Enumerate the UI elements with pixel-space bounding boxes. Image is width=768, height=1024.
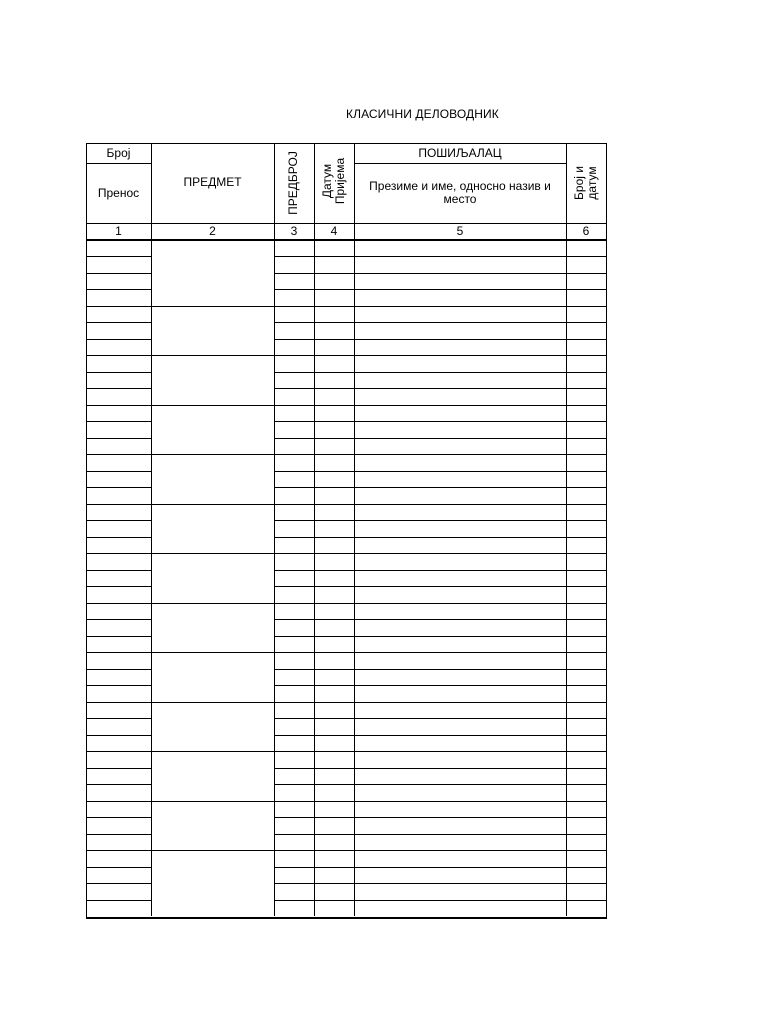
row-line	[314, 586, 354, 587]
row-line	[86, 372, 151, 373]
header-posiljalac-sub: Презиме и име, односно назив и место	[369, 179, 551, 206]
row-line	[274, 504, 314, 505]
row-line	[86, 306, 151, 307]
row-line	[566, 405, 607, 406]
row-line	[566, 438, 607, 439]
header-posiljalac: ПОШИЉАЛАЦ	[418, 146, 502, 160]
row-line	[354, 487, 566, 488]
row-line	[566, 454, 607, 455]
row-line	[274, 405, 314, 406]
column-number-6: 6	[582, 224, 590, 238]
row-line	[354, 652, 566, 653]
row-line	[274, 867, 314, 868]
row-line	[274, 438, 314, 439]
row-line	[566, 570, 607, 571]
row-line	[566, 520, 607, 521]
row-line	[566, 751, 607, 752]
row-line	[86, 735, 151, 736]
predmet-group-line	[151, 652, 274, 653]
header-predmet: ПРЕДМЕТ	[183, 175, 242, 189]
row-line	[566, 273, 607, 274]
row-line	[566, 801, 607, 802]
row-line	[86, 867, 151, 868]
row-line	[86, 289, 151, 290]
row-line	[314, 289, 354, 290]
row-line	[354, 388, 566, 389]
broj-divider	[86, 163, 151, 164]
row-line	[274, 306, 314, 307]
row-line	[354, 405, 566, 406]
row-line	[314, 454, 354, 455]
row-line	[566, 586, 607, 587]
row-line	[566, 685, 607, 686]
row-line	[314, 471, 354, 472]
column-number-4: 4	[330, 224, 338, 238]
row-line	[566, 306, 607, 307]
row-line	[86, 553, 151, 554]
row-line	[86, 388, 151, 389]
row-line	[86, 520, 151, 521]
row-line	[314, 685, 354, 686]
row-line	[314, 834, 354, 835]
row-line	[314, 652, 354, 653]
row-line	[86, 636, 151, 637]
header-prenos: Пренос	[97, 186, 140, 200]
row-line	[274, 273, 314, 274]
row-line	[314, 322, 354, 323]
row-line	[274, 652, 314, 653]
row-line	[86, 718, 151, 719]
row-line	[274, 817, 314, 818]
row-line	[86, 273, 151, 274]
row-line	[354, 339, 566, 340]
row-line	[354, 735, 566, 736]
row-line	[314, 718, 354, 719]
row-line	[86, 570, 151, 571]
row-line	[86, 586, 151, 587]
posiljalac-divider	[354, 163, 566, 164]
row-line	[274, 586, 314, 587]
row-line	[86, 850, 151, 851]
row-line	[566, 900, 607, 901]
row-line	[354, 322, 566, 323]
row-line	[274, 834, 314, 835]
row-line	[354, 834, 566, 835]
column-numbers-bottom-line	[86, 239, 607, 241]
row-line	[354, 306, 566, 307]
row-line	[314, 702, 354, 703]
predmet-group-line	[151, 504, 274, 505]
row-line	[354, 784, 566, 785]
row-line	[274, 355, 314, 356]
row-line	[274, 784, 314, 785]
header-prijema-line2: Пријема	[333, 157, 347, 205]
row-line	[566, 652, 607, 653]
predmet-group-line	[151, 553, 274, 554]
column-number-3: 3	[290, 224, 298, 238]
row-line	[86, 784, 151, 785]
row-line	[354, 553, 566, 554]
row-line	[314, 817, 354, 818]
row-line	[566, 537, 607, 538]
row-line	[354, 900, 566, 901]
row-line	[274, 900, 314, 901]
row-line	[354, 471, 566, 472]
row-line	[314, 850, 354, 851]
row-line	[274, 768, 314, 769]
row-line	[314, 553, 354, 554]
row-line	[86, 405, 151, 406]
row-line	[274, 718, 314, 719]
row-line	[566, 372, 607, 373]
row-line	[566, 339, 607, 340]
row-line	[354, 454, 566, 455]
row-line	[314, 900, 354, 901]
register-table	[86, 143, 607, 918]
row-line	[274, 553, 314, 554]
row-line	[354, 685, 566, 686]
row-line	[566, 817, 607, 818]
row-line	[354, 372, 566, 373]
row-line	[274, 850, 314, 851]
row-line	[566, 322, 607, 323]
row-line	[314, 273, 354, 274]
row-line	[274, 702, 314, 703]
row-line	[86, 256, 151, 257]
row-line	[86, 603, 151, 604]
row-line	[314, 487, 354, 488]
row-line	[354, 883, 566, 884]
row-line	[354, 438, 566, 439]
predmet-group-line	[151, 306, 274, 307]
column-number-2: 2	[209, 224, 216, 238]
row-line	[86, 768, 151, 769]
predmet-group-line	[151, 603, 274, 604]
row-line	[566, 289, 607, 290]
row-line	[314, 570, 354, 571]
row-line	[274, 735, 314, 736]
document-title: КЛАСИЧНИ ДЕЛОВОДНИК	[346, 107, 499, 121]
row-line	[566, 388, 607, 389]
row-line	[274, 322, 314, 323]
row-line	[314, 883, 354, 884]
header-broj-i: Број и	[572, 166, 586, 200]
row-line	[274, 603, 314, 604]
row-line	[86, 355, 151, 356]
row-line	[86, 702, 151, 703]
row-line	[314, 801, 354, 802]
row-line	[274, 471, 314, 472]
row-line	[314, 339, 354, 340]
row-line	[274, 421, 314, 422]
row-line	[314, 388, 354, 389]
row-line	[354, 718, 566, 719]
row-line	[566, 603, 607, 604]
row-line	[354, 768, 566, 769]
row-line	[314, 438, 354, 439]
header-datum-line1: Датум	[320, 163, 334, 199]
row-line	[314, 520, 354, 521]
row-line	[86, 438, 151, 439]
row-line	[566, 850, 607, 851]
row-line	[274, 685, 314, 686]
row-line	[354, 421, 566, 422]
row-line	[274, 751, 314, 752]
row-line	[354, 520, 566, 521]
predmet-group-line	[151, 751, 274, 752]
row-line	[354, 817, 566, 818]
row-line	[354, 702, 566, 703]
row-line	[274, 289, 314, 290]
row-line	[314, 784, 354, 785]
row-line	[354, 586, 566, 587]
row-line	[566, 355, 607, 356]
column-number-5: 5	[456, 224, 464, 238]
row-line	[274, 537, 314, 538]
row-line	[274, 256, 314, 257]
row-line	[274, 801, 314, 802]
row-line	[314, 306, 354, 307]
row-line	[354, 289, 566, 290]
row-line	[354, 504, 566, 505]
row-line	[314, 751, 354, 752]
row-line	[314, 669, 354, 670]
row-line	[274, 636, 314, 637]
row-line	[314, 867, 354, 868]
table-frame	[86, 143, 607, 919]
row-line	[354, 801, 566, 802]
predmet-group-line	[151, 850, 274, 851]
row-line	[274, 339, 314, 340]
predmet-group-line	[151, 454, 274, 455]
row-line	[274, 669, 314, 670]
row-line	[566, 867, 607, 868]
row-line	[314, 537, 354, 538]
row-line	[566, 504, 607, 505]
row-line	[566, 718, 607, 719]
row-line	[274, 454, 314, 455]
header-predbroj: ПРЕДБРОЈ	[286, 151, 300, 215]
row-line	[86, 669, 151, 670]
row-line	[566, 669, 607, 670]
row-line	[354, 570, 566, 571]
row-line	[86, 619, 151, 620]
row-line	[86, 801, 151, 802]
row-line	[274, 520, 314, 521]
row-line	[566, 553, 607, 554]
row-line	[86, 339, 151, 340]
row-line	[354, 751, 566, 752]
row-line	[314, 372, 354, 373]
row-line	[566, 487, 607, 488]
row-line	[314, 355, 354, 356]
row-line	[86, 900, 151, 901]
row-line	[274, 883, 314, 884]
row-line	[566, 883, 607, 884]
row-line	[314, 603, 354, 604]
row-line	[566, 735, 607, 736]
row-line	[314, 421, 354, 422]
row-line	[354, 355, 566, 356]
row-line	[86, 454, 151, 455]
row-line	[86, 421, 151, 422]
row-line	[354, 273, 566, 274]
row-line	[314, 768, 354, 769]
row-line	[86, 471, 151, 472]
row-line	[86, 504, 151, 505]
row-line	[86, 487, 151, 488]
row-line	[86, 322, 151, 323]
row-line	[86, 751, 151, 752]
row-line	[354, 603, 566, 604]
row-line	[274, 388, 314, 389]
row-line	[354, 256, 566, 257]
row-line	[566, 702, 607, 703]
predmet-group-line	[151, 702, 274, 703]
row-line	[566, 256, 607, 257]
row-line	[566, 784, 607, 785]
header-datum: датум	[585, 166, 599, 200]
row-line	[354, 537, 566, 538]
row-line	[274, 372, 314, 373]
row-line	[274, 619, 314, 620]
row-line	[354, 867, 566, 868]
row-line	[314, 405, 354, 406]
column-number-1: 1	[115, 224, 122, 238]
row-line	[314, 619, 354, 620]
row-line	[86, 817, 151, 818]
row-line	[566, 768, 607, 769]
header-broj: Број	[106, 146, 131, 160]
row-line	[86, 685, 151, 686]
row-line	[314, 256, 354, 257]
row-line	[86, 652, 151, 653]
row-line	[566, 421, 607, 422]
row-line	[354, 636, 566, 637]
row-line	[354, 669, 566, 670]
row-line	[314, 636, 354, 637]
row-line	[86, 834, 151, 835]
header-bottom-line	[86, 223, 607, 224]
row-line	[86, 537, 151, 538]
row-line	[566, 834, 607, 835]
row-line	[274, 487, 314, 488]
row-line	[354, 619, 566, 620]
row-line	[274, 570, 314, 571]
row-line	[566, 619, 607, 620]
row-line	[566, 471, 607, 472]
predmet-group-line	[151, 405, 274, 406]
row-line	[86, 883, 151, 884]
predmet-group-line	[151, 355, 274, 356]
row-line	[566, 636, 607, 637]
row-line	[314, 504, 354, 505]
row-line	[314, 735, 354, 736]
predmet-group-line	[151, 801, 274, 802]
row-line	[354, 850, 566, 851]
